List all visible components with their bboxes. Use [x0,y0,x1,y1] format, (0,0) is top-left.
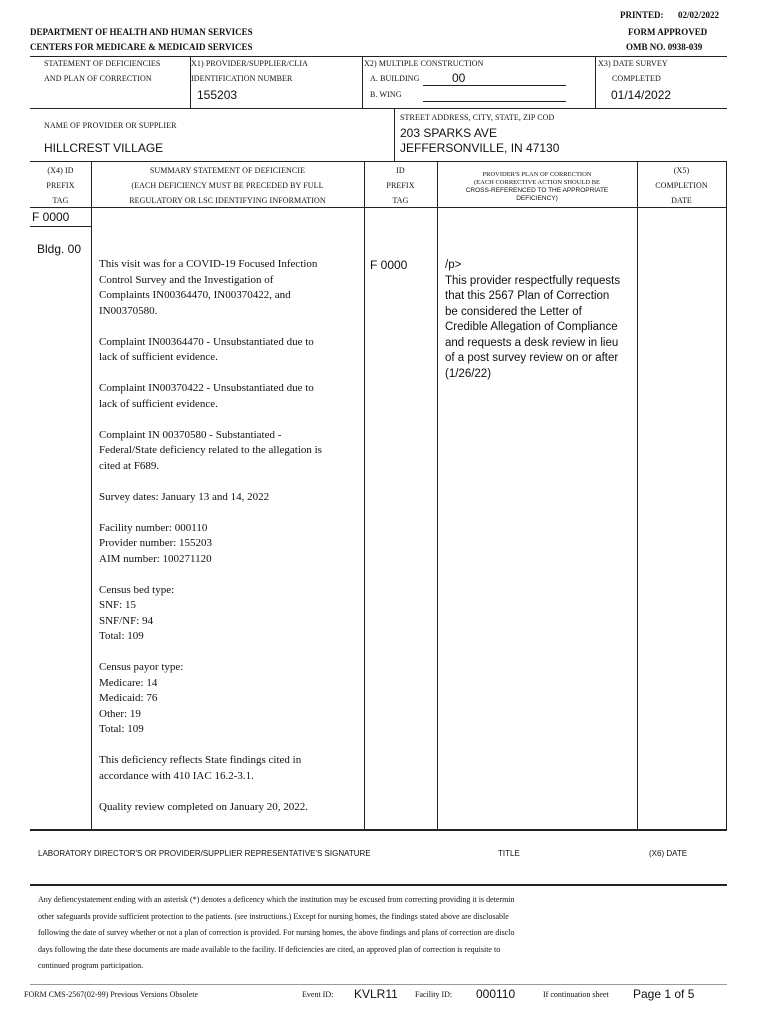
notice-line: days following the date these documents are made available to the facility. If deficiencies are cited, an approved plan of correction is requisite to [38,944,501,954]
event-id-label: Event ID: [302,990,334,999]
summary-line: lack of sufficient evidence. [99,351,218,363]
centers-title: CENTERS FOR MEDICARE & MEDICAID SERVICES [30,42,253,52]
summary-line: Complaint IN00370422 - Unsubstantiated due to [99,382,314,394]
summary-line: cited at F689. [99,459,160,472]
building-tag: Bldg. 00 [37,242,82,256]
poc-line: Credible Allegation of Compliance [445,321,618,333]
summary-paragraph [99,753,361,784]
summary-paragraph [99,800,361,816]
multiple-construction-label: X2) MULTIPLE CONSTRUCTION [364,59,484,68]
summary-paragraph [99,660,361,738]
summary-line: IN00370580. [99,304,158,317]
poc-line: of a post survey review on or after [445,352,619,364]
poc-header-1: PROVIDER'S PLAN OF CORRECTION [482,171,592,178]
summary-line: lack of sufficient evidence. [99,397,218,410]
page-number: Page 1 of 5 [633,987,695,1001]
printed-date: 02/02/2022 [678,10,720,20]
deficiency-notice [38,892,726,975]
summary-line: Complaint IN00364470 - Unsubstantiated due to [99,335,314,348]
summary-paragraph [99,521,361,568]
statement-label-1: STATEMENT OF DEFICIENCIES [44,59,161,68]
summary-header-1: SUMMARY STATEMENT OF DEFICIENCIE [149,166,306,175]
poc-header-3: CROSS-REFERENCED TO THE APPROPRIATE [465,187,609,194]
address-line-2: JEFFERSONVILLE, IN 47130 [400,141,560,155]
summary-line: Complaint IN 00370580 - Substantiated - [99,428,282,441]
signature-label: LABORATORY DIRECTOR'S OR PROVIDER/SUPPLIER REPRESENTATIVE'S SIGNATURE [38,849,371,858]
summary-paragraph [99,335,361,366]
date-label: (X6) DATE [649,849,688,858]
summary-line: accordance with 410 IAC 16.2-3.1. [99,769,254,782]
department-title: DEPARTMENT OF HEALTH AND HUMAN SERVICES [30,27,253,37]
x4-header-3: TAG [52,196,69,205]
x4-header-2: PREFIX [46,181,75,190]
facility-id-label: Facility ID: [415,990,453,999]
summary-line: Total: 109 [99,723,144,735]
summary-paragraph [99,257,361,319]
title-label: TITLE [498,849,520,858]
summary-line: AIM number: 100271120 [99,552,212,565]
wing-label: B. WING [370,90,402,99]
summary-paragraph [99,583,361,645]
notice-line: Any defiencystatement ending with an asterisk (*) denotes a deficency which the institution may be excused from correcting providing it is determin [38,895,515,904]
poc-line: be considered the Letter of [445,305,582,318]
poc-line: that this 2567 Plan of Correction [445,290,610,302]
id-header-2: PREFIX [386,181,415,190]
address-line-1: 203 SPARKS AVE [400,126,497,140]
summary-line: Census bed type: [99,583,175,596]
provider-id-label-2: IDENTIFICATION NUMBER [191,74,293,83]
provider-name-label: NAME OF PROVIDER OR SUPPLIER [44,121,177,130]
notice-line: other safeguards provide sufficient protection to the patients. (see instructions.) Except for nursing homes, the findings stated above are disclosable [38,911,509,921]
x5-header-1: (X5) [673,166,690,175]
summary-line: Complaints IN00364470, IN00370422, and [99,289,291,301]
summary-line: Federal/State deficiency related to the allegation is [99,444,322,456]
x5-header-2: COMPLETION [655,181,708,190]
statement-label-2: AND PLAN OF CORRECTION [44,74,152,83]
x5-header-3: DATE [671,196,692,205]
notice-line: continued program participation. [38,961,144,970]
form-number: FORM CMS-2567(02-99) Previous Versions Obsolete [24,990,199,999]
summary-line: Provider number: 155203 [99,537,213,549]
building-label: A. BUILDING [370,74,420,83]
provider-id-value: 155203 [197,88,238,102]
right-tag: F 0000 [370,258,408,272]
event-id-value: KVLR11 [354,987,398,1001]
summary-line: Survey dates: January 13 and 14, 2022 [99,490,270,503]
poc-line: (1/26/22) [445,367,492,380]
left-tag: F 0000 [32,210,70,224]
summary-header-2: (EACH DEFICIENCY MUST BE PRECEDED BY FULL [131,181,324,190]
facility-id-value: 000110 [476,987,516,1001]
printed-label: PRINTED: [620,10,664,20]
poc-line: and requests a desk review in lieu [445,336,619,349]
summary-line: Total: 109 [99,630,144,642]
summary-paragraph [99,381,361,412]
id-header-1: ID [396,166,405,175]
poc-line: This provider respectfully requests [445,274,621,287]
poc-header-4: DEFICIENCY) [516,195,558,202]
summary-line: SNF: 15 [99,599,136,611]
summary-line: Medicaid: 76 [99,692,158,704]
date-survey-label-2: COMPLETED [612,74,661,83]
form-approved: FORM APPROVED [628,27,708,37]
omb-number: OMB NO. 0938-039 [626,42,703,52]
provider-name-value: HILLCREST VILLAGE [44,141,164,155]
id-header-3: TAG [392,196,409,205]
summary-line: Other: 19 [99,707,141,720]
address-label: STREET ADDRESS, CITY, STATE, ZIP COD [400,113,555,122]
date-survey-value: 01/14/2022 [611,88,672,102]
notice-line: following the date of survey whether or not a plan of correction is provided. For nursing homes, the above findings and plans of correction are disclo [38,928,515,937]
plan-of-correction [445,258,635,382]
summary-line: Control Survey and the Investigation of [99,273,274,286]
building-value: 00 [452,71,466,85]
summary-line: Census payor type: [99,661,184,673]
provider-id-label-1: X1) PROVIDER/SUPPLIER/CLIA [191,59,309,68]
summary-line: SNF/NF: 94 [99,614,154,627]
summary-statement [99,257,361,815]
summary-paragraph [99,490,361,506]
continuation-label: If continuation sheet [543,990,609,999]
x4-header-1: (X4) ID [47,166,74,175]
summary-line: This visit was for a COVID-19 Focused Infection [99,258,318,270]
summary-header-3: REGULATORY OR LSC IDENTIFYING INFORMATION [129,196,326,205]
summary-line: Quality review completed on January 20, 2022. [99,800,308,813]
poc-line: /p> [445,259,462,271]
date-survey-label-1: X3) DATE SURVEY [598,59,668,68]
poc-header-2: (EACH CORRECTIVE ACTION SHOULD BE [473,179,601,186]
summary-line: Facility number: 000110 [99,521,208,534]
summary-line: This deficiency reflects State findings cited in [99,754,302,766]
summary-line: Medicare: 14 [99,676,158,689]
summary-paragraph [99,428,361,475]
